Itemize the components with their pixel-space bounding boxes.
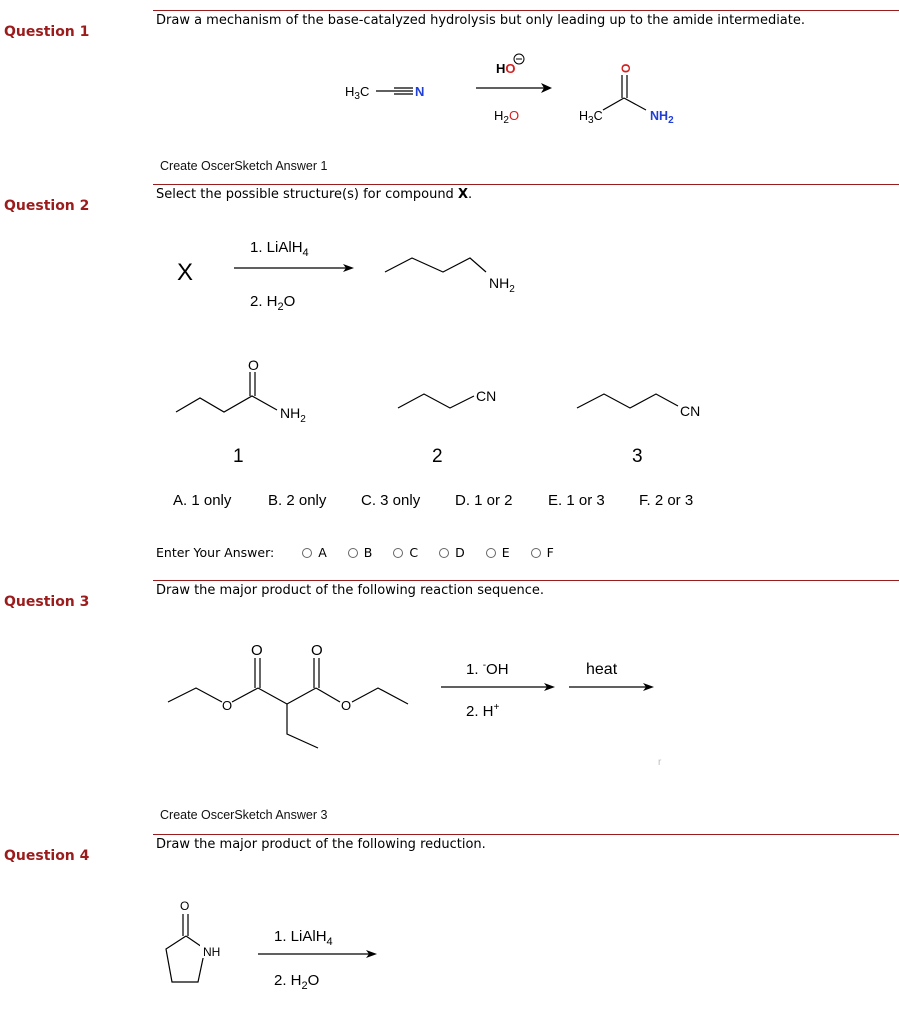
question-1-label: Question 1 [4, 24, 90, 40]
q2-enter-answer-label: Enter Your Answer: [156, 545, 275, 560]
radio-icon[interactable] [531, 548, 541, 558]
q2-structure-2-number: 2 [432, 446, 443, 467]
q2-structure-3-number: 3 [632, 446, 643, 467]
q3-ethyl-substituent [287, 704, 318, 748]
q2-option-b[interactable]: B [348, 545, 373, 560]
radio-icon[interactable] [302, 548, 312, 558]
q2-compound-x: X [177, 259, 194, 286]
q1-reagent-h2o: $H_2O$ [494, 108, 520, 126]
q1-reactant-n: N [415, 84, 425, 99]
q2-structure-3-cn: CN [680, 403, 701, 419]
q3-right-ester-o: O [341, 698, 352, 713]
q2-structure-1-nh2: $NH_2$ [280, 405, 306, 425]
radio-icon[interactable] [486, 548, 496, 558]
q2-structure-1-o: O [248, 357, 259, 373]
question-4-prompt: Draw the major product of the following reduction. [156, 837, 486, 852]
question-2-prompt: Select the possible structure(s) for compound X. [156, 187, 473, 202]
question-2-reaction-scheme [0, 200, 899, 509]
q2-structure-1-number: 1 [233, 446, 244, 467]
question-1-reaction-scheme [0, 40, 899, 190]
question-3-prompt: Draw the major product of the following reaction sequence. [156, 583, 545, 598]
radio-icon[interactable] [393, 548, 403, 558]
question-3-reaction-scheme [0, 620, 899, 810]
q2-choice-b: B. 2 only [268, 492, 327, 509]
q1-product-nh2: $NH_2$ [650, 109, 674, 126]
q2-step2: 2. $H_2O$ [250, 293, 296, 313]
q4-lactam-ring [166, 936, 205, 982]
question-2-divider [153, 184, 899, 185]
q2-option-e[interactable]: E [486, 545, 510, 560]
q4-step2: 2. $H_2O$ [274, 972, 320, 992]
q3-left-carbonyl-o: O [251, 642, 263, 659]
q2-structure-2-cn: CN [476, 388, 497, 404]
q2-option-d[interactable]: D [439, 545, 465, 560]
q2-structure-1 [176, 396, 277, 412]
question-1-prompt: Draw a mechanism of the base-catalyzed hydrolysis but only leading up to the amide intermediate. [156, 13, 806, 28]
question-4-divider [153, 834, 899, 835]
q1-reactant-h3c: $H_3C$ [345, 84, 370, 102]
q2-structure-3 [577, 394, 678, 408]
q2-answer-row [156, 545, 575, 560]
q3-right-carbonyl-o: O [311, 642, 323, 659]
q4-ring-nh: NH [203, 945, 221, 959]
q3-heat: heat [586, 661, 618, 678]
question-3-label: Question 3 [4, 594, 90, 610]
q2-option-a[interactable]: A [302, 545, 327, 560]
q2-choice-a: A. 1 only [173, 492, 232, 509]
q3-cursor-mark: r [658, 757, 662, 768]
q3-create-sketch-link[interactable]: Create OscerSketch Answer 3 [160, 808, 328, 822]
q1-product-o: O [619, 63, 633, 73]
q2-choice-c: C. 3 only [361, 492, 421, 509]
q1-reagent-ho: HO [496, 61, 516, 76]
q2-structure-2 [398, 394, 474, 408]
radio-icon[interactable] [439, 548, 449, 558]
q2-choice-e: E. 1 or 3 [548, 492, 605, 509]
q4-step1: 1. LiAlH$_4$ [274, 928, 333, 948]
question-1-divider [153, 10, 899, 11]
q2-option-f[interactable]: F [531, 545, 554, 560]
q3-left-ethyl [168, 688, 222, 702]
q1-product-h3c: $H_3C$ [579, 109, 603, 126]
question-4-reaction-scheme [0, 884, 899, 1024]
q4-carbonyl-o: O [180, 899, 190, 913]
question-4-label: Question 4 [4, 848, 90, 864]
question-2-label: Question 2 [4, 198, 90, 214]
q1-create-sketch-link[interactable]: Create OscerSketch Answer 1 [160, 159, 328, 173]
q2-choice-f: F. 2 or 3 [639, 492, 694, 509]
q3-step1: 1. -OH [466, 660, 509, 678]
question-3-divider [153, 580, 899, 581]
radio-icon[interactable] [348, 548, 358, 558]
q2-product-nh2: $NH_2$ [489, 275, 515, 295]
q2-product-chain [385, 258, 486, 272]
q2-choice-d: D. 1 or 2 [455, 492, 513, 509]
q3-right-ethyl [352, 688, 408, 704]
q3-step2: 2. H+ [466, 702, 500, 720]
q3-left-ester-o: O [222, 698, 233, 713]
q2-step1: 1. LiAlH$_4$ [250, 239, 309, 259]
q2-option-c[interactable]: C [393, 545, 418, 560]
